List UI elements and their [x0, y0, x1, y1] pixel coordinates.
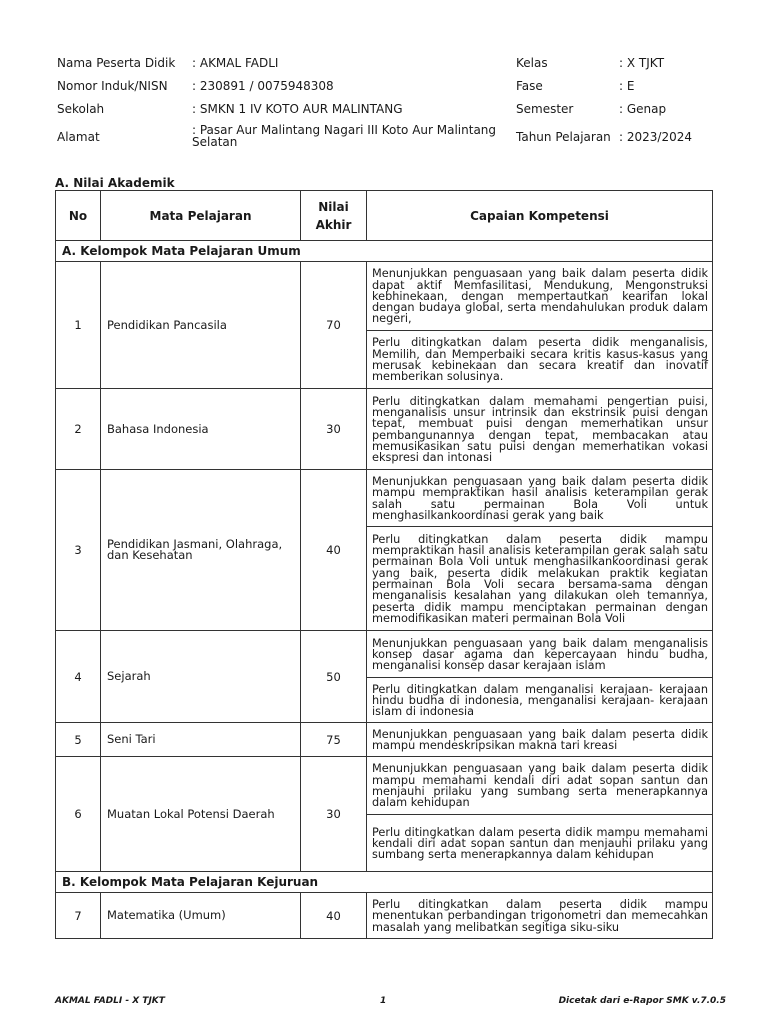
row-subject: Seni Tari: [101, 723, 301, 757]
phase-label: Fase: [516, 79, 543, 93]
row-no: 6: [56, 757, 101, 872]
nisn-label: Nomor Induk/NISN: [57, 79, 168, 93]
footer-printed-by: Dicetak dari e-Rapor SMK v.7.0.5: [558, 996, 726, 1006]
name-label: Nama Peserta Didik: [57, 56, 176, 70]
row-no: 7: [56, 893, 101, 939]
row-subject: Pendidikan Pancasila: [101, 262, 301, 389]
row-subject: Sejarah: [101, 631, 301, 723]
row-competency: Menunjukkan penguasaan yang baik dalam peserta didik dapat aktif Memfasilitasi, Mendukung, Mengonstruksi kebhinekaan, dengan mempertautkan kearifan lokal dengan budaya global, serta mendahulukan produk dalam negeri,: [367, 262, 713, 331]
row-grade: 30: [301, 757, 367, 872]
row-no: 5: [56, 723, 101, 757]
row-competency: Menunjukkan penguasaan yang baik dalam peserta didik mampu memahami kendali diri adat sopan santun dan menjauhi prilaku yang sumbang serta menerapkannya dalam kehidupan: [367, 757, 713, 815]
row-no: 1: [56, 262, 101, 389]
row-competency: Perlu ditingkatkan dalam peserta didik mampu memahami kendali diri adat sopan santun dan menjauhi prilaku yang sumbang serta menerapkannya dalam kehidupan: [367, 815, 713, 872]
footer-student: AKMAL FADLI - X TJKT: [55, 996, 165, 1006]
school-value: : SMKN 1 IV KOTO AUR MALINTANG: [192, 102, 403, 116]
row-subject-line2: dan Kesehatan: [107, 548, 193, 562]
row-competency: Perlu ditingkatkan dalam peserta didik mampu mempraktikan hasil analisis keterampilan gerak salah satu permainan Bola Voli untuk menghasilkankoordinasi gerak yang baik, peserta didik melakukan praktik kegiatan permainan Bola Voli secara bersama-sama dengan menganalisis kesalahan yang dilakukan oleh temannya, peserta didik mampu menciptakan permainan dengan memodifikasikan materi permainan Bola Voli: [367, 527, 713, 631]
year-value: : 2023/2024: [619, 130, 692, 144]
row-competency: Perlu ditingkatkan dalam peserta didik menganalisis, Memilih, dan Memperbaiki secara kritis kasus-kasus yang merusak kebinekaan dan secara kreatif dan inovatif memberikan solusinya.: [367, 331, 713, 389]
address-value-line2: Selatan: [192, 135, 238, 149]
row-competency: Menunjukkan penguasaan yang baik dalam peserta didik mampu mempraktikan hasil analisis keterampilan gerak salah satu permainan Bola Voli untuk menghasilkankoordinasi gerak yang baik: [367, 470, 713, 527]
row-no: 4: [56, 631, 101, 723]
row-subject-line1: Pendidikan Jasmani, Olahraga,: [107, 537, 283, 551]
header-grade-line2: Akhir: [315, 217, 352, 232]
footer-page-number: 1: [380, 996, 387, 1006]
address-value: : Pasar Aur Malintang Nagari III Koto Aur Malintang: [192, 123, 497, 137]
header-subject: Mata Pelajaran: [101, 191, 301, 241]
table-row: [56, 723, 713, 757]
row-grade: 30: [301, 389, 367, 470]
row-competency: Perlu ditingkatkan dalam peserta didik mampu menentukan perbandingan trigonometri dan memecahkan masalah yang melibatkan segitiga siku-siku: [367, 893, 713, 939]
class-value: : X TJKT: [619, 56, 665, 70]
table-header-row: [56, 191, 713, 241]
nisn-value: : 230891 / 0075948308: [192, 79, 334, 93]
name-value: : AKMAL FADLI: [192, 56, 279, 70]
table-row: [56, 389, 713, 470]
table-row: [56, 893, 713, 939]
row-grade: 75: [301, 723, 367, 757]
row-competency: Perlu ditingkatkan dalam menganalisi kerajaan- kerajaan hindu budha di indonesia, menganalisi kerajaan- kerajaan islam di indonesia: [367, 678, 713, 723]
row-no: 2: [56, 389, 101, 470]
row-grade: 40: [301, 893, 367, 939]
row-grade: 50: [301, 631, 367, 723]
table-row: [56, 631, 713, 678]
grades-table: [55, 190, 713, 939]
row-subject: Muatan Lokal Potensi Daerah: [101, 757, 301, 872]
table-row: [56, 262, 713, 331]
row-no: 3: [56, 470, 101, 631]
semester-value: : Genap: [619, 102, 667, 116]
group-row: [56, 872, 713, 893]
address-label: Alamat: [57, 130, 100, 144]
section-title: A. Nilai Akademik: [55, 176, 175, 190]
semester-label: Semester: [516, 102, 574, 116]
row-competency: Menunjukkan penguasaan yang baik dalam peserta didik mampu mendeskripsikan makna tari kreasi: [367, 723, 713, 757]
header-grade-line1: Nilai: [318, 199, 349, 214]
header-competency: Capaian Kompetensi: [367, 191, 713, 241]
year-label: Tahun Pelajaran: [516, 130, 611, 144]
table-row: [56, 470, 713, 527]
class-label: Kelas: [516, 56, 548, 70]
group-a-title: A. Kelompok Mata Pelajaran Umum: [56, 241, 713, 262]
header-grade: [301, 191, 367, 241]
table-row: [56, 757, 713, 815]
group-b-title: B. Kelompok Mata Pelajaran Kejuruan: [56, 872, 713, 893]
row-competency: Menunjukkan penguasaan yang baik dalam menganalisis konsep dasar agama dan kepercayaan hindu budha, menganalisi konsep dasar kerajaan islam: [367, 631, 713, 678]
row-subject: Matematika (Umum): [101, 893, 301, 939]
header-no: No: [56, 191, 101, 241]
school-label: Sekolah: [57, 102, 105, 116]
row-competency: Perlu ditingkatkan dalam memahami pengertian puisi, menganalisis unsur intrinsik dan ekstrinsik puisi dengan tepat, membuat puisi dengan memerhatikan unsur pembangunannya dengan tepat, membacakan atau memusikasikan satu puisi dengan memerhatikan vokasi ekspresi dan intonasi: [367, 389, 713, 470]
phase-value: : E: [619, 79, 635, 93]
row-grade: 40: [301, 470, 367, 631]
group-row: [56, 241, 713, 262]
row-grade: 70: [301, 262, 367, 389]
row-subject: Bahasa Indonesia: [101, 389, 301, 470]
row-subject: [101, 470, 301, 631]
